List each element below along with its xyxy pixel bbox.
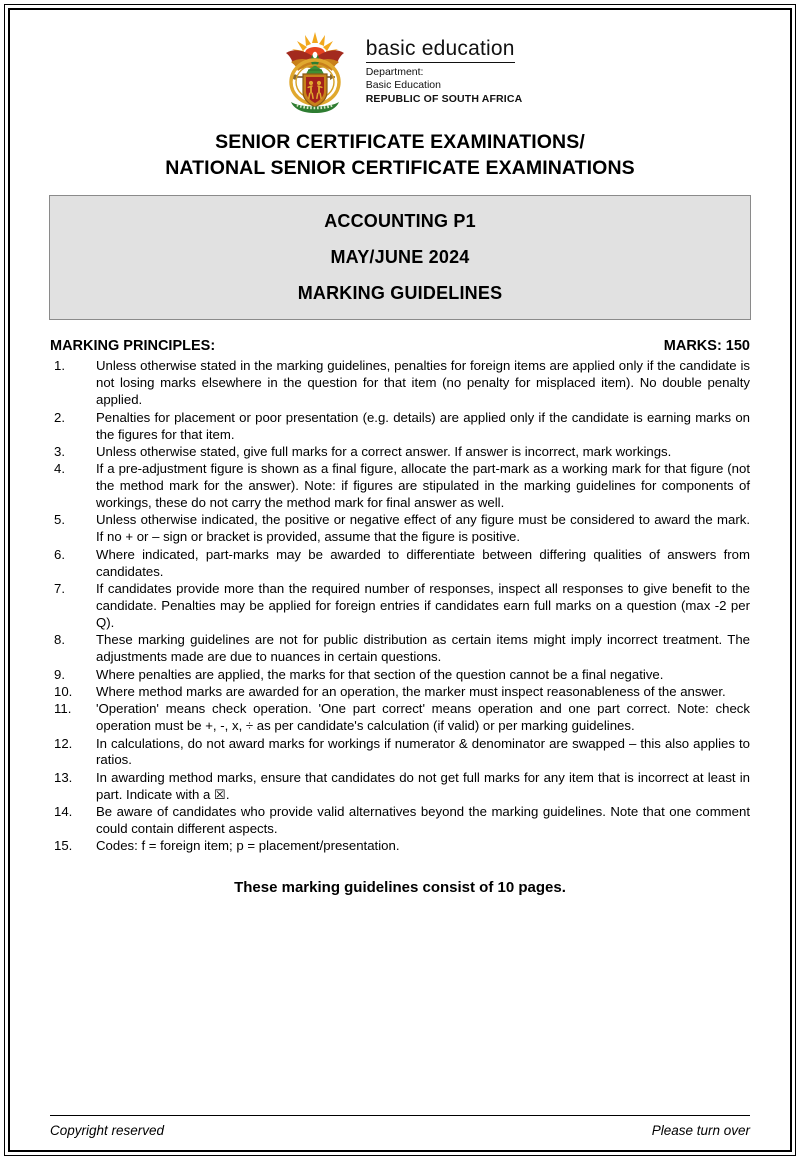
exam-title	[48, 130, 752, 181]
department-line-1: Department:	[365, 66, 424, 79]
list-item-number: 13.	[54, 769, 73, 785]
list-item-number: 14.	[54, 804, 73, 820]
list-item-text: Codes: f = foreign item; p = placement/presentation.	[96, 838, 400, 854]
list-item-text: Where method marks are awarded for an operation, the marker must inspect reasonableness of the answer.	[96, 683, 726, 699]
list-item-number: 7.	[54, 581, 65, 597]
exam-title-line-2: NATIONAL SENIOR CERTIFICATE EXAMINATIONS	[165, 156, 635, 179]
list-item-text: In awarding method marks, ensure that candidates do not get full marks for any item that is incorrect at least in part. Indicate with a ☒.	[96, 769, 750, 802]
list-item	[50, 667, 750, 684]
list-item	[50, 581, 750, 632]
exam-session: MAY/JUNE 2024	[330, 247, 470, 268]
list-item-number: 2.	[54, 409, 65, 425]
list-item-number: 8.	[54, 632, 65, 648]
list-item	[50, 736, 750, 770]
document-type: MARKING GUIDELINES	[297, 283, 503, 304]
list-item-text: Unless otherwise indicated, the positive or negative effect of any figure must be considered to award the mark. If no + or – sign or bracket is provided, assume that the figure is positive.	[96, 512, 750, 545]
list-item	[50, 804, 750, 838]
list-item-text: Where indicated, part-marks may be awarded to differentiate between differing qualities of answers from candidates.	[96, 546, 750, 579]
list-item-text: If a pre-adjustment figure is shown as a final figure, allocate the part-mark as a working mark for that figure (not the method mark for the answer). Note: if figures are stipulated in the marking guidelines for components of workings, these do not carry the method mark for final answer as well.	[96, 461, 750, 511]
list-item	[50, 684, 750, 701]
list-item-number: 4.	[54, 461, 65, 477]
list-item	[50, 632, 750, 666]
pages-count-note: These marking guidelines consist of 10 pages.	[234, 879, 566, 897]
list-item-number: 15.	[54, 838, 73, 854]
letterhead	[48, 30, 752, 114]
list-item	[50, 410, 750, 444]
department-line-3: REPUBLIC OF SOUTH AFRICA	[365, 92, 523, 105]
list-item	[50, 512, 750, 546]
list-item-number: 6.	[54, 546, 65, 562]
list-item-text: Where penalties are applied, the marks for that section of the question cannot be a final negative.	[96, 666, 664, 682]
list-item	[50, 461, 750, 512]
department-subtitle	[366, 66, 523, 106]
department-line-2: Basic Education	[365, 79, 441, 92]
list-item-number: 1.	[54, 358, 65, 374]
marking-principles-header	[48, 338, 752, 354]
south-africa-coat-of-arms-icon	[278, 30, 352, 114]
marking-principles-list	[48, 358, 752, 855]
list-item-text: Unless otherwise stated, give full marks for a correct answer. If answer is incorrect, mark workings.	[96, 443, 672, 459]
list-item-number: 10.	[54, 683, 73, 699]
marking-principles-title: MARKING PRINCIPLES:	[50, 338, 216, 355]
exam-title-line-1: SENIOR CERTIFICATE EXAMINATIONS/	[215, 131, 585, 153]
list-item-number: 5.	[54, 512, 65, 528]
department-title: basic education	[366, 38, 515, 63]
copyright-notice: Copyright reserved	[50, 1123, 165, 1138]
page-content	[10, 10, 790, 1150]
subject-box	[49, 195, 751, 320]
list-item-text: These marking guidelines are not for public distribution as certain items might imply incorrect treatment. The adjustments made are due to nuances in certain questions.	[96, 632, 750, 665]
list-item	[50, 444, 750, 461]
list-item-text: In calculations, do not award marks for workings if numerator & denominator are swapped – this also applies to ratios.	[96, 735, 750, 768]
page-footer	[10, 1115, 790, 1138]
list-item-text: Be aware of candidates who provide valid alternatives beyond the marking guidelines. Note that one comment could contain different aspects.	[96, 804, 750, 837]
list-item	[50, 701, 750, 735]
list-item-number: 12.	[54, 735, 73, 751]
list-item	[50, 547, 750, 581]
list-item-text: Penalties for placement or poor presentation (e.g. details) are applied only if the candidate is earning marks on the figures for that item.	[96, 409, 750, 442]
turn-over-notice: Please turn over	[651, 1123, 750, 1138]
list-item	[50, 358, 750, 409]
total-marks: MARKS: 150	[663, 338, 750, 355]
list-item-number: 9.	[54, 666, 65, 682]
list-item	[50, 838, 750, 855]
list-item-text: 'Operation' means check operation. 'One part correct' means operation and one part correct. Note: check operation must be +, -, x, ÷ as per candidate's calculation (if valid) or per marking guidelines.	[96, 701, 750, 734]
list-item-text: If candidates provide more than the required number of responses, inspect all responses to give benefit to the candidate. Penalties may be applied for foreign entries if candidates earn full marks on a question (max -2 per Q).	[96, 581, 750, 630]
list-item-text: Unless otherwise stated in the marking guidelines, penalties for foreign items are applied only if the candidate is not losing marks elsewhere in the question for that item (no penalty for misplaced item). No double penalty applied.	[96, 358, 750, 408]
list-item-number: 3.	[54, 443, 65, 459]
department-text-block	[366, 30, 523, 106]
page-inner-border	[8, 8, 792, 1152]
subject-name: ACCOUNTING P1	[324, 211, 476, 232]
list-item-number: 11.	[54, 701, 72, 717]
list-item	[50, 770, 750, 804]
